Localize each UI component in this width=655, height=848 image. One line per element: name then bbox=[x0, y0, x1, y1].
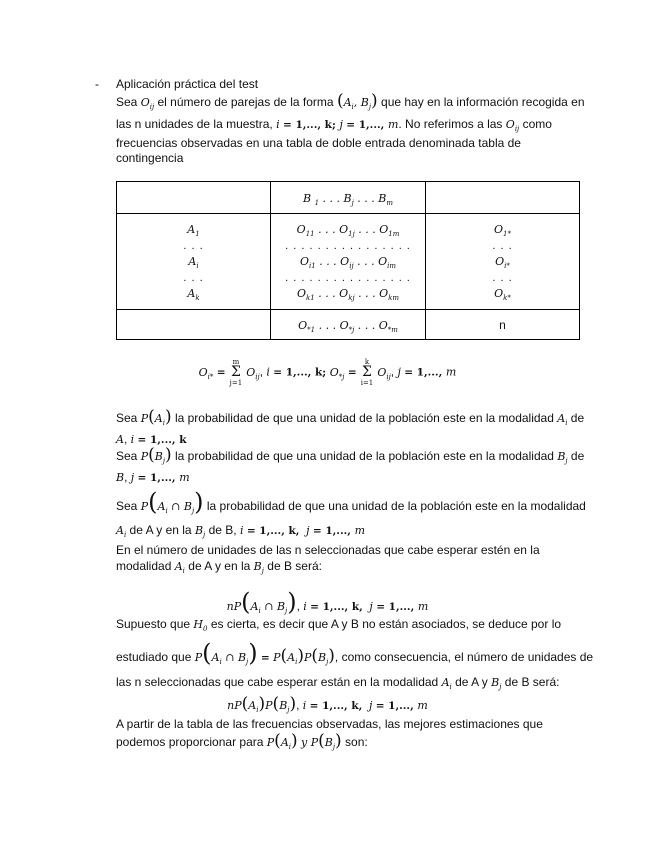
table-corner-cell bbox=[117, 182, 271, 214]
marginal-totals-formula: $O_{i*}$ = m Σ j=1 $O_{ij}$, i = 1,..., k; $O_{*j}$ = k Σ i=1 $O_{ij}$, j = 1,..., m bbox=[198, 358, 457, 387]
intro-line-4: contingencia bbox=[116, 151, 184, 165]
table-column-totals: $O_{*1}$ . . . $O_{*j}$ . . . $O_{*m}$ bbox=[271, 310, 426, 340]
estimates-line-1: A partir de la tabla de las frecuencias observadas, las mejores estimaciones que bbox=[116, 717, 543, 731]
table-header-b: B $_1$ . . . $B_j$ . . . $B_m$ bbox=[271, 182, 426, 214]
p-ai-line-1: Sea $P(A_i)$ la probabilidad de que una unidad de la población este en la modalidad $A_i$ de bbox=[116, 407, 585, 428]
intro-line-1: Sea $O_{ij}$ el número de parejas de la forma ($A_i$, $B_j$) que hay en la información recogida en bbox=[116, 91, 585, 112]
p-joint-line-2: $A_i$ de A y en la $B_j$ de B, i = 1,..., k, j = 1,..., m bbox=[116, 523, 366, 540]
expected-formula-1: $nP(A_i$ ∩ $B_j$), i = 1,..., k, j = 1,..., m bbox=[226, 588, 429, 616]
table-row-totals: $O_{1*}$ . . . $O_{i*}$ . . . $O_{k*}$ bbox=[426, 214, 580, 310]
expected-line-1: En el número de unidades de las n seleccionadas que cabe esperar estén en la bbox=[116, 543, 540, 557]
intro-line-2: las n unidades de la muestra, i = 1,..., k; j = 1,..., m. No referimos a las $O_{ij}$ como bbox=[116, 117, 552, 134]
table-body-frequencies: $O_{11}$ . . . $O_{1j}$ . . . $O_{1m}$ . . . . . . . . . . . . . . . . $O_{i1}$ . . . $O_{ij}$ . . . $O_{im}$ . . . . . . . . . . . . . . . . $O_{k1}$ . . . $O_{kj}$ . . . $O_{km}$ bbox=[271, 214, 426, 310]
table-bottom-left-cell bbox=[117, 310, 271, 340]
intro-line-3: frecuencias observadas en una tabla de doble entrada denominada tabla de bbox=[116, 136, 521, 150]
table-row-labels-a: $A_1$ . . . $A_i$ . . . $A_k$ bbox=[117, 214, 271, 310]
table-grand-total: n bbox=[426, 310, 580, 340]
expected-line-2: modalidad $A_i$ de A y en la $B_j$ de B será: bbox=[116, 559, 322, 576]
section-heading: Aplicación práctica del test bbox=[116, 77, 259, 91]
p-ai-line-2: A, i = 1,..., k bbox=[116, 432, 187, 446]
h0-line-2: estudiado que $P(A_i$ ∩ $B_j) = P(A_i)P(B_j)$, como consecuencia, el número de unidades de bbox=[116, 639, 594, 667]
h0-line-1: Supuesto que $H_0$ es cierta, es decir que A y B no están asociados, se deduce por lo bbox=[116, 617, 562, 634]
p-joint-line-1: Sea $P(A_i$ ∩ $B_j$) la probabilidad de que una unidad de la población este en la modalidad bbox=[116, 488, 586, 516]
contingency-table bbox=[116, 181, 580, 340]
p-bj-line-1: Sea $P(B_j)$ la probabilidad de que una unidad de la población este en la modalidad $B_j$ de bbox=[116, 445, 585, 466]
bullet-marker: - bbox=[95, 77, 99, 91]
expected-formula-2: $nP(A_i)P(B_j)$, i = 1,..., k, j = 1,..., m bbox=[227, 694, 428, 715]
p-bj-line-2: B, j = 1,..., m bbox=[116, 470, 190, 484]
h0-line-3: las n seleccionadas que cabe esperar están en la modalidad $A_i$ de A y $B_j$ de B será: bbox=[116, 675, 560, 692]
estimates-line-2: podemos proporcionar para $P(A_i)$ y $P(B_j)$ son: bbox=[116, 731, 368, 752]
table-header-total bbox=[426, 182, 580, 214]
